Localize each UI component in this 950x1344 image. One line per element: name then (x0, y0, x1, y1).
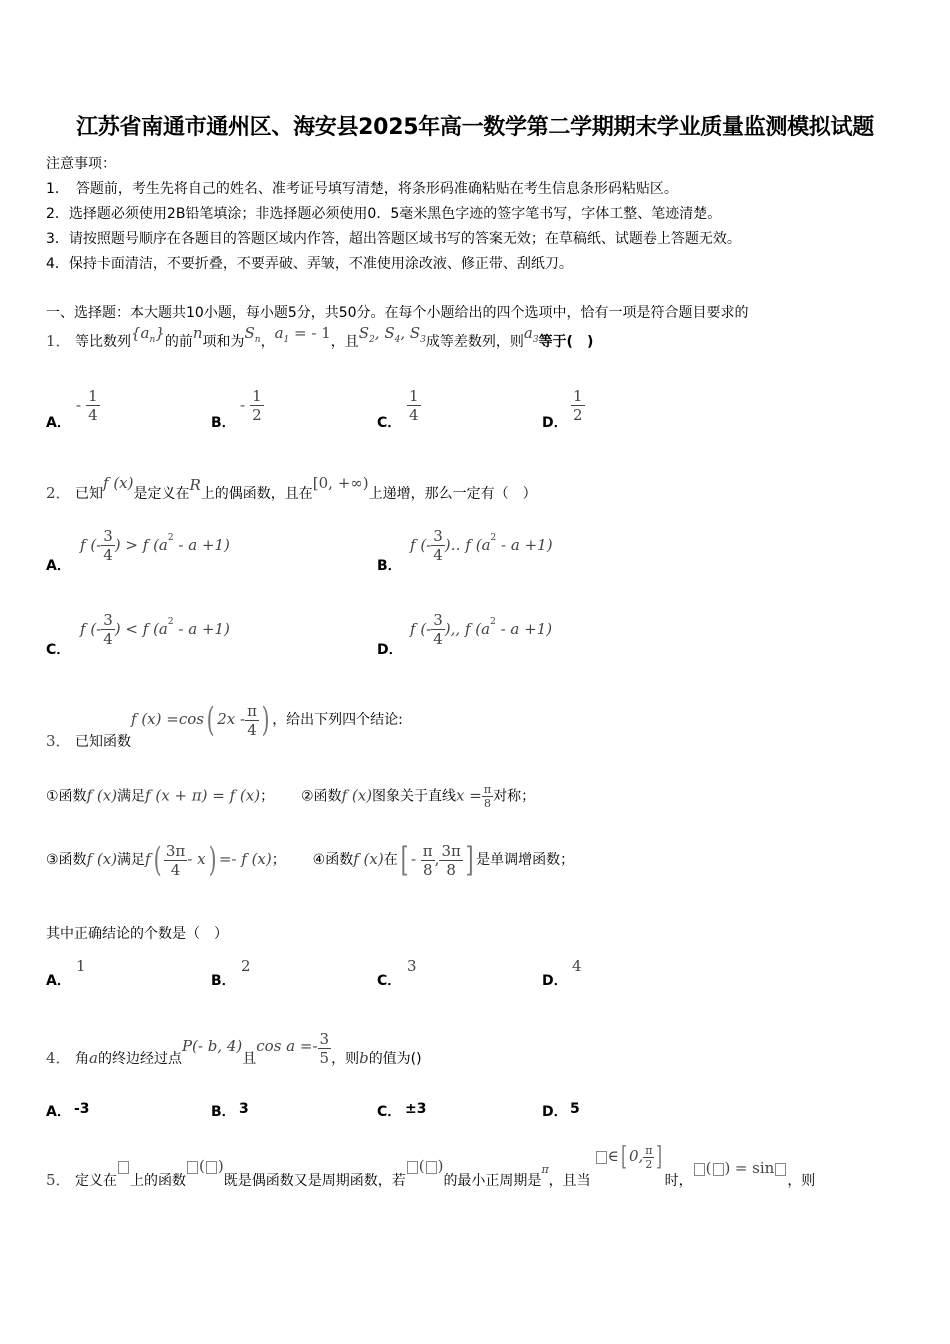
notice-heading: 注意事项： (46, 156, 116, 172)
notice-item: 4．保持卡面清洁，不要折叠，不要弄破、弄皱，不准使用涂改液、修正带、刮纸刀。 (46, 256, 573, 272)
fraction-denominator: 8 (422, 860, 433, 879)
fraction-denominator: 4 (88, 406, 98, 424)
fraction-numerator: 3 (103, 611, 113, 629)
q3-text: 在 (383, 852, 398, 868)
question-number: 5． (46, 1171, 71, 1189)
option-value (410, 527, 553, 564)
missing-glyph (596, 1151, 607, 1164)
q3-text: ③函数 (46, 852, 87, 868)
q3-conclusion-1-2 (46, 783, 535, 810)
q1-math: 3 (532, 335, 539, 345)
option-value: 2 (241, 957, 251, 975)
q1-math: , S (400, 324, 421, 342)
q2-text: 上递增，那么一定有（ ） (368, 486, 537, 502)
fraction-numerator: 3 (319, 1030, 330, 1048)
option-math: - a +1) (173, 620, 230, 638)
q5-text: 上的函数 (130, 1173, 186, 1189)
q5-text: 时， (664, 1173, 693, 1189)
q1-math: S (244, 324, 255, 342)
option-value (240, 387, 264, 424)
q5-text: ，且当 (548, 1173, 591, 1189)
q2-math: [0, +∞) (312, 474, 369, 492)
paren-left: ( (206, 700, 215, 740)
option-math: - a +1) (495, 620, 553, 638)
option-label: B． (211, 415, 236, 431)
fraction-numerator: π (422, 841, 433, 860)
q4-text: 的终边经过点 (97, 1050, 182, 1067)
missing-glyph (426, 1161, 437, 1174)
fraction-numerator: 1 (252, 387, 262, 405)
q1-math: } (155, 324, 165, 342)
q3-text: 图象关于直线 (372, 788, 457, 805)
option-math: - a +1) (173, 536, 230, 554)
question-number: 1． (46, 332, 71, 350)
q4-math: b (359, 1048, 369, 1067)
fraction-denominator: 8 (483, 797, 491, 810)
q3-math: - x (187, 850, 206, 868)
fraction-numerator: π (483, 783, 492, 796)
q3-text: 是单调增函数； (476, 852, 575, 868)
fraction-denominator: 2 (573, 406, 583, 424)
bracket-right: ] (465, 840, 474, 880)
fraction-denominator: 8 (446, 860, 456, 879)
missing-glyph (206, 1161, 217, 1174)
fraction-numerator: 3 (103, 527, 113, 545)
q1-text: ， (260, 334, 275, 350)
q3-text: 满足 (117, 852, 146, 868)
q1-text: 的前 (164, 334, 193, 350)
fraction-numerator: 3π (165, 841, 186, 860)
q1-math: n (192, 324, 203, 342)
q3-text: 已知函数 (75, 734, 131, 750)
paren-left: ( (153, 840, 162, 880)
q3-math: f (145, 850, 151, 868)
question-number: 2． (46, 484, 71, 502)
q1-math: 4 (394, 335, 401, 345)
q2-text: 已知 (75, 486, 103, 502)
missing-glyph (118, 1161, 129, 1174)
fraction-numerator: 1 (573, 387, 583, 405)
option-value: 1 (76, 957, 86, 975)
option-label: A． (46, 415, 71, 431)
q2-text: 是定义在 (133, 486, 190, 502)
question-2 (46, 474, 537, 503)
option-label: C． (377, 973, 402, 989)
bracket-right: ] (656, 1142, 663, 1172)
q3-math: f (x + π) = f (x) (145, 786, 261, 805)
question-number: 4． (46, 1048, 71, 1067)
q1-math: 2 (369, 335, 375, 345)
fraction-denominator: 4 (433, 630, 443, 648)
option-math: ) < f (a (114, 620, 168, 638)
fraction-denominator: 4 (433, 546, 443, 564)
option-value: 5 (570, 1101, 580, 1117)
q2-math: f (x) (103, 474, 134, 492)
q1-text: 等比数列 (75, 334, 131, 350)
option-value (80, 527, 230, 564)
q1-math: a (523, 324, 533, 342)
fraction-denominator: 4 (103, 546, 113, 564)
option-value (407, 387, 421, 424)
fraction-denominator: 4 (409, 406, 419, 424)
fraction-denominator: 4 (247, 720, 257, 739)
q5-text: 的最小正周期是 (443, 1173, 542, 1189)
question-5: 5． 定义在 上的函数( )既是偶函数又是周期函数，若( )的最小正周期是$_\pi$，且当∈[ 0, $\frac{\pi}{2}$ ]时，( ) = sin，则 (46, 1142, 816, 1189)
fraction-denominator: 4 (170, 860, 181, 879)
option-label: A． (46, 973, 71, 989)
option-label: B． (211, 1104, 236, 1120)
option-value: 4 (572, 957, 582, 975)
q3-math: =- f (x) (218, 850, 272, 868)
q1-math: n (149, 335, 156, 345)
q4-math: P(- b, 4) (181, 1036, 243, 1055)
option-sign: - (76, 396, 82, 414)
option-value: 3 (239, 1101, 249, 1117)
q3-math: f (x) (341, 786, 373, 805)
q3-math: 2x - (217, 710, 246, 728)
q5-math: = sin (734, 1159, 775, 1177)
option-math: f (- (410, 620, 432, 638)
q3-text: ④函数 (312, 852, 354, 868)
q1-math: 1 (283, 335, 290, 345)
q1-text: 等于( ) (538, 334, 594, 350)
option-label: D． (542, 415, 568, 431)
q4-text: 且 (242, 1050, 257, 1067)
q4-text: 角 (75, 1050, 89, 1067)
q1-math: = - 1 (289, 324, 331, 342)
q1-text: 成等差数列，则 (425, 334, 524, 350)
option-math: 2 (490, 533, 497, 543)
fraction-numerator: 3 (433, 527, 443, 545)
option-label: C． (377, 1104, 402, 1120)
option-label: A． (46, 1104, 71, 1120)
q4-math: a (89, 1048, 98, 1067)
missing-glyph (187, 1161, 198, 1174)
q1-math: 3 (420, 335, 426, 345)
option-value (410, 611, 552, 648)
q3-text: 满足 (117, 788, 146, 805)
option-value: ±3 (405, 1101, 427, 1117)
question-4 (46, 1018, 422, 1067)
missing-glyph (713, 1163, 724, 1176)
question-1 (46, 324, 594, 353)
q5-math: π (541, 1163, 549, 1176)
fraction-numerator: π (645, 1143, 653, 1157)
q3-text: ①函数 (46, 788, 87, 805)
q2-text: 上的偶函数，且在 (200, 486, 313, 502)
paren-right: ) (261, 700, 270, 740)
q3-text: ； (260, 788, 275, 805)
q3-math: x = (456, 786, 482, 805)
missing-glyph (694, 1163, 705, 1176)
option-math: 2 (167, 617, 174, 627)
option-math: - a +1) (496, 536, 553, 554)
question-3 (46, 700, 403, 750)
q4-text: 的值为() (368, 1050, 422, 1067)
q1-text: ，且 (330, 334, 359, 350)
option-label: D． (377, 642, 403, 658)
fraction-denominator: 5 (319, 1049, 330, 1067)
fraction-denominator: 2 (645, 1157, 653, 1171)
option-value: -3 (74, 1101, 90, 1117)
q3-math: f (x) (353, 850, 384, 868)
notice-item: 3．请按照题号顺序在各题目的答题区域内作答，超出答题区域书写的答案无效；在草稿纸、试题卷上答题无效。 (46, 231, 741, 247)
fraction-numerator: 1 (409, 387, 419, 405)
q3-question: 其中正确结论的个数是（ ） (46, 926, 228, 942)
fraction-denominator: 2 (252, 406, 262, 424)
bracket-left: [ (400, 840, 409, 880)
q1-math: {a (131, 324, 150, 342)
option-value (76, 387, 100, 424)
q3-math: f (x) (86, 786, 118, 805)
q4-math: cos a =- (256, 1036, 318, 1055)
option-math: 2 (167, 533, 174, 543)
option-sign: - (240, 396, 246, 414)
option-math: )‥ f (a (444, 536, 491, 554)
q1-text: 项和为 (202, 334, 245, 350)
q1-math: n (254, 335, 261, 345)
option-math: f (- (80, 536, 102, 554)
q1-math: a (274, 324, 284, 342)
option-label: B． (377, 558, 402, 574)
q5-text: 既是偶函数又是周期函数，若 (223, 1173, 406, 1189)
option-math: f (- (410, 536, 432, 554)
option-math: ) > f (a (114, 536, 168, 554)
fraction-numerator: 3 (433, 611, 443, 629)
q3-math: f (x) (86, 850, 118, 868)
fraction-numerator: 1 (88, 387, 98, 405)
option-math: f (- (80, 620, 102, 638)
option-value (80, 611, 230, 648)
q3-conclusion-3-4: ③函数f (x)满足f( $\frac{3\pi}{4}$ - x) =- f (x)； ④函数f (x)在[ - $\frac{\pi}{8}$ , $\frac{3\pi}{8}$ ] 是单调增函数； (46, 840, 575, 880)
missing-glyph (407, 1161, 418, 1174)
fraction-numerator: π (247, 701, 257, 720)
q5-text: 定义在 (75, 1173, 117, 1189)
option-label: D． (542, 1104, 568, 1120)
option-math: ),, f (a (444, 620, 491, 638)
option-label: C． (377, 415, 402, 431)
q5-math: 0, (628, 1147, 644, 1165)
q1-math: S (358, 324, 370, 342)
q3-text: ，给出下列四个结论: (272, 712, 403, 728)
q3-text: ②函数 (301, 788, 342, 805)
q2-math: R (189, 476, 201, 494)
missing-glyph (775, 1163, 786, 1176)
option-label: D． (542, 973, 568, 989)
page-title: 江苏省南通市通州区、海安县2025年高一数学第二学期期末学业质量监测模拟试题 (76, 115, 874, 140)
q3-text: 对称； (493, 788, 536, 805)
fraction-numerator: 3π (441, 841, 461, 860)
option-label: A． (46, 558, 71, 574)
question-number: 3． (46, 732, 71, 750)
option-label: C． (46, 642, 71, 658)
option-math: 2 (490, 617, 496, 627)
notice-item: 1． 答题前，考生先将自己的姓名、准考证号填写清楚，将条形码准确粘贴在考生信息条形码粘贴区。 (46, 181, 678, 197)
q4-text: ，则 (331, 1050, 360, 1067)
q5-text: ，则 (787, 1173, 816, 1189)
q5-math: ∈ (607, 1147, 619, 1165)
q3-text: ； (271, 852, 286, 868)
option-value: 3 (407, 957, 417, 975)
paren-right: ) (208, 840, 217, 880)
q1-math: , S (374, 324, 395, 342)
section-heading: 一、选择题：本大题共10小题，每小题5分，共50分。在每个小题给出的四个选项中，恰有一项是符合题目要求的 (46, 305, 749, 321)
notice-item: 2．选择题必须使用2B铅笔填涂；非选择题必须使用0．5毫米黑色字迹的签字笔书写，字体工整、笔迹清楚。 (46, 206, 722, 222)
fraction-denominator: 4 (103, 630, 113, 648)
option-label: B． (211, 973, 236, 989)
bracket-left: [ (620, 1142, 627, 1172)
option-value (571, 387, 585, 424)
q3-math: f (x) =cos (131, 710, 204, 728)
